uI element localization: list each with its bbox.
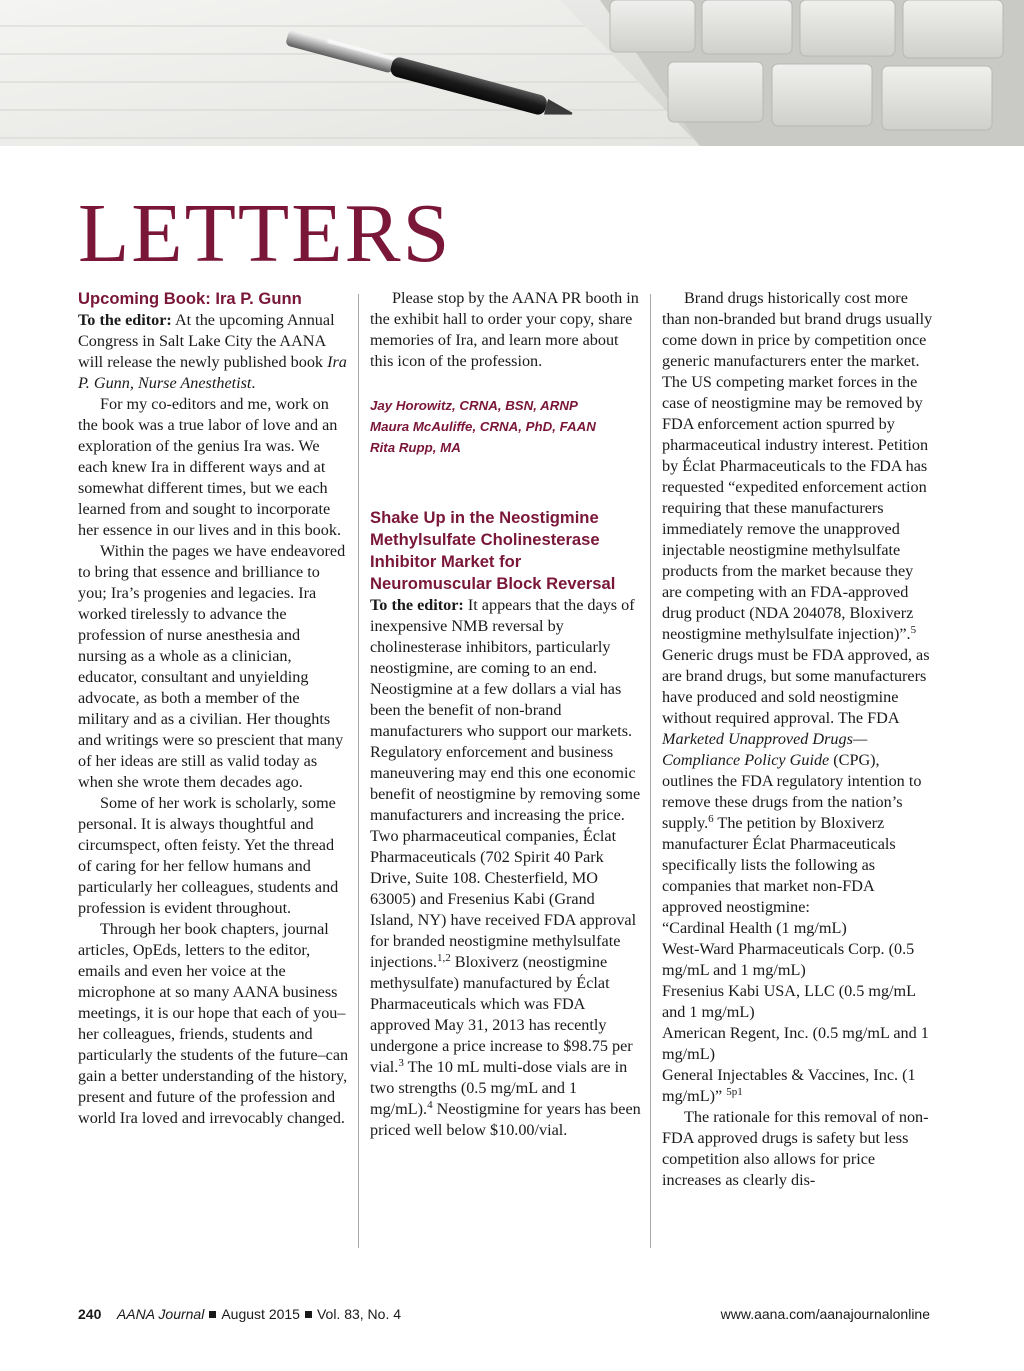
signature-line: Jay Horowitz, CRNA, BSN, ARNP [370, 398, 578, 413]
header-photo [0, 0, 1024, 146]
quote-line: “Cardinal Health (1 mg/mL) [662, 919, 847, 937]
quote-text: General Injectables & Vaccines, Inc. (1 mg/mL)” [662, 1066, 916, 1105]
paragraph: Through her book chapters, journal articles, OpEds, letters to the editor, emails and even her voice at the microphone at so many AANA business meetings, it is our hope that each of you–her colleagues, friends, students and particularly the students of the future–can gain a better understanding of the history, present and future of the profession and world Ira loved and irrevocably changed. [78, 920, 349, 1127]
paragraph-text: . [251, 374, 256, 392]
reference-marker: 1,2 [437, 952, 451, 964]
paragraph-text: Bloxiverz (neostigmine methysulfate) manufactured by Éclat Pharmaceuticals which was FDA approved May 31, 2013 has recently undergone a price increase to $98.75 per vial. [370, 953, 633, 1076]
quote-line: Fresenius Kabi USA, LLC (0.5 mg/mL and 1 mg/mL) [662, 982, 916, 1021]
paragraph-text: At the upcoming Annual Congress in Salt Lake City the AANA will release the newly published book [78, 311, 335, 371]
paragraph: For my co-editors and me, work on the book was a true labor of love and an exploration of the genius Ira was. We each knew Ira in different ways and at somewhat different times, but we each learned from and sought to incorporate her essence in our lives and in this book. [78, 395, 341, 539]
quote-line: West-Ward Pharmaceuticals Corp. (0.5 mg/mL and 1 mg/mL) [662, 940, 915, 979]
reference-marker: 6 [708, 813, 714, 825]
section-title: LETTERS [78, 187, 452, 280]
column-1 [78, 288, 350, 1129]
reference-marker: 3 [398, 1057, 404, 1069]
paragraph: Please stop by the AANA PR booth in the exhibit hall to order your copy, share memories of Ira, and learn more about this icon of the profession. [370, 289, 639, 370]
paragraph-text: The 10 mL multi-dose vials are in two strengths (0.5 mg/mL and 1 mg/mL). [370, 1058, 628, 1118]
volume-issue: Vol. 83, No. 4 [316, 1306, 402, 1322]
reference-marker: 5 [910, 624, 917, 636]
separator-square-icon [209, 1311, 216, 1318]
paragraph [370, 595, 642, 1141]
paragraph-text: The petition by Bloxiverz manufacturer Éclat Pharmaceuticals specifically lists the following as companies that market non-FDA approved neostigmine: [662, 814, 896, 916]
paragraph-text: Brand drugs historically cost more than non-branded but brand drugs usually come down in price by competition once generic manufacturers enter the market. The US competing market forces in the case of neostigmine may be removed by FDA enforcement action spurred by pharmaceutical industry interest. Petition by Éclat Pharmaceuticals to the FDA has requested “expedited enforcement action requiring that these manufacturers immediately remove the unapproved injectable neostigmine methylsulfate products from the market because they are competing with an FDA-approved drug product (NDA 204078, Bloxiverz neostigmine methylsulfate injection)”. [662, 289, 933, 643]
page-number: 240 [78, 1306, 102, 1322]
quote-list [662, 918, 934, 1107]
policy-title: Marketed Unapproved Drugs—Compliance Policy Guide [662, 730, 868, 769]
journal-website-link[interactable]: www.aana.com/aanajournalonline [720, 1306, 930, 1322]
journal-name: AANA Journal [116, 1306, 205, 1322]
reference-marker: 4 [427, 1099, 433, 1111]
signature-line: Maura McAuliffe, CRNA, PhD, FAAN [370, 419, 596, 434]
column-2 [370, 288, 642, 1141]
paragraph-text: Generic drugs must be FDA approved, as are brand drugs, but some manufacturers have produced and sold neostigmine without required approval. The FDA [662, 646, 930, 727]
paragraph-text: Neostigmine for years has been priced well below $10.00/vial. [370, 1100, 641, 1139]
separator-square-icon [305, 1311, 312, 1318]
column-3 [662, 288, 934, 1191]
column-divider [358, 294, 359, 1248]
paragraph: Within the pages we have endeavored to bring that essence and brilliance to you; Ira’s progenies and legacies. Ira worked tirelessly to advance the profession of nurse anesthesia and nursing as a whole as a clinician, educator, consultant and unyielding advocate, as both a member of the military and as a civilian. Her thoughts and writings were so prescient that many of her ideas are still as valid today as when she wrote them decades ago. [78, 542, 346, 791]
to-editor-label: To the editor: [78, 311, 172, 329]
paragraph [78, 310, 350, 394]
to-editor-label: To the editor: [370, 596, 464, 614]
quote-line: American Regent, Inc. (0.5 mg/mL and 1 mg/mL) [662, 1024, 929, 1063]
book-title: Ira P. Gunn, Nurse Anesthetist [78, 353, 347, 392]
quote-line [662, 1065, 934, 1107]
paragraph: Some of her work is scholarly, some personal. It is always thoughtful and circumspect, often feisty. Yet the thread of caring for her fellow humans and particularly her colleagues, students and profession is evident throughout. [78, 794, 339, 917]
paragraph [662, 288, 934, 918]
letter-title: Upcoming Book: Ira P. Gunn [78, 289, 302, 308]
pen-keyboard-illustration [0, 0, 1024, 146]
letter-title: Shake Up in the Neostigmine Methylsulfate Cholinesterase Inhibitor Market for Neuromuscular Block Reversal [370, 508, 616, 593]
issue-date: August 2015 [221, 1306, 300, 1322]
paragraph-text: It appears that the days of inexpensive NMB reversal by cholinesterase inhibitors, particularly neostigmine, are coming to an end. Neostigmine at a few dollars a vial has been the benefit of non-brand manufacturers who support our markets. Regulatory enforcement and business maneuvering may end this one economic benefit of neostigmine by removing some manufacturers and increasing the price. Two pharmaceutical companies, Éclat Pharmaceuticals (702 Spirit 40 Park Drive, Suite 108. Chesterfield, MO 63005) and Fresenius Kabi (Grand Island, NY) have received FDA approval for branded neostigmine methylsulfate injections. [370, 596, 641, 971]
signature-block [370, 395, 642, 458]
reference-marker: 5p1 [726, 1086, 743, 1098]
column-divider [650, 294, 651, 1248]
page-footer [78, 1306, 401, 1322]
paragraph: The rationale for this removal of non-FDA approved drugs is safety but less competition also allows for price increases as clearly dis- [662, 1108, 929, 1189]
paragraph-text: (CPG), outlines the FDA regulatory intention to remove these drugs from the nation’s supply. [662, 751, 922, 832]
signature-line: Rita Rupp, MA [370, 440, 461, 455]
